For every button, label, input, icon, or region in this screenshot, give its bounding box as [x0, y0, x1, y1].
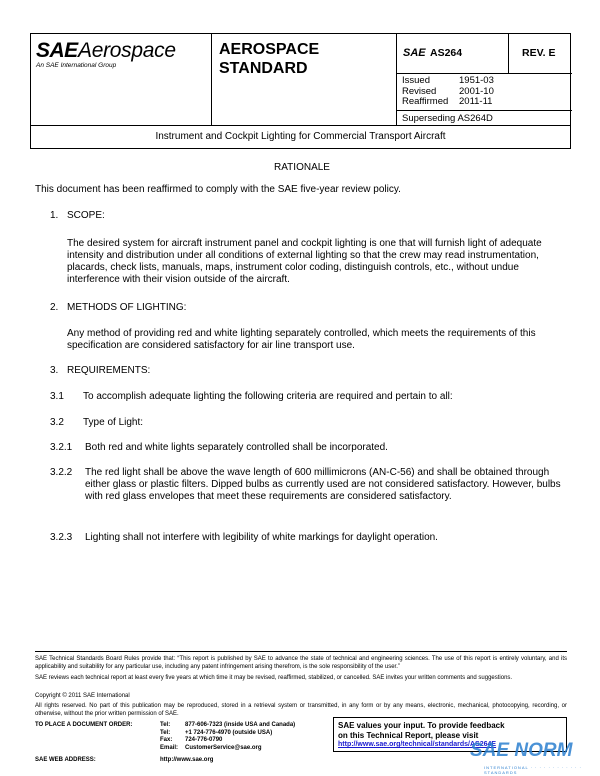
section-number: 3.2.3: [50, 532, 73, 543]
section-paragraph: The desired system for aircraft instrument panel and cockpit lighting is one that will furnish light of adequate intensity and distribution under all conditions of external lighting so that the crew may read instrumentation, placards, check lists, manuals, maps, instrument color coding, distinguish controls, etc., without undue interference with their vision outside of the aircraft.: [67, 238, 542, 285]
contact-value: +1 724-776-4970 (outside USA): [185, 729, 273, 736]
watermark-subtitle: INTERNATIONAL · · · · · · · · · · · · STANDARDS: [484, 765, 582, 775]
revision-label: REV. E: [522, 47, 556, 59]
contact-email[interactable]: CustomerService@sae.org: [185, 744, 262, 751]
feedback-line: on this Technical Report, please visit: [338, 730, 479, 740]
board-rules-text: SAE Technical Standards Board Rules provide that: “This report is published by SAE to advance the state of technical and engineering sciences. The use of this report is entirely voluntary, and its applicability and suitability for any particular use, including any patent infringement arising therefrom, is the sole responsibility of the user.”: [35, 656, 567, 670]
section-number: 3.2.2: [50, 467, 73, 478]
header-divider: [211, 34, 212, 125]
title-line-1: AEROSPACE: [219, 41, 320, 58]
sae-logo-subtitle: An SAE International Group: [36, 62, 117, 69]
review-policy-text: SAE reviews each technical report at least every five years at which time it may be revised, reaffirmed, stabilized, or cancelled. SAE invites your written comments and suggestions.: [35, 675, 513, 681]
copyright-text: Copyright © 2011 SAE International: [35, 693, 130, 699]
standard-title: [219, 40, 319, 78]
document-header: [30, 33, 571, 126]
section-number: 2.: [50, 302, 59, 313]
section-number: 3.1: [50, 391, 64, 402]
superseding-divider: [397, 110, 572, 111]
web-address-label: SAE WEB ADDRESS:: [35, 757, 96, 763]
sae-logo-mark: SAE: [36, 39, 78, 62]
sae-small-logo: SAE: [403, 47, 426, 59]
contact-label: Email:: [160, 744, 179, 751]
rationale-heading: RATIONALE: [274, 162, 330, 173]
rights-text: All rights reserved. No part of this publication may be reproduced, stored in a retrieval system or transmitted, in any form or by any means, electronic, mechanical, photocopying, recording, or otherwise, without the prior written permission of SAE.: [35, 703, 567, 717]
document-subtitle-box: [30, 126, 571, 149]
section-number: 3.2.1: [50, 442, 73, 453]
contact-label: Tel:: [160, 729, 171, 736]
section-paragraph: Type of Light:: [83, 417, 144, 428]
date-row: [402, 97, 494, 108]
contact-row: [160, 722, 295, 730]
section-title: REQUIREMENTS:: [67, 365, 151, 376]
date-row: [402, 76, 494, 87]
section-number: 1.: [50, 210, 59, 221]
document-number-cell: [397, 34, 509, 74]
contact-label: Tel:: [160, 722, 171, 728]
contact-value: 877-606-7323 (inside USA and Canada): [185, 722, 296, 728]
order-label: [35, 722, 132, 730]
document-number: AS264: [430, 47, 463, 59]
document-subtitle: Instrument and Cockpit Lighting for Commercial Transport Aircraft: [155, 131, 446, 142]
feedback-link[interactable]: http://www.sae.org/technical/standards/AS264E: [338, 741, 497, 748]
date-label: Reaffirmed: [402, 96, 449, 107]
rationale-text: This document has been reaffirmed to comply with the SAE five-year review policy.: [35, 184, 401, 195]
contact-block: [160, 722, 295, 752]
date-value: 1951-03: [459, 75, 494, 86]
sae-norm-watermark: SAE NORM: [470, 740, 573, 761]
contact-row: [160, 745, 295, 753]
date-label: Revised: [402, 85, 437, 97]
section-paragraph: To accomplish adequate lighting the following criteria are required and pertain to all:: [83, 391, 453, 402]
order-label-text: TO PLACE A DOCUMENT ORDER:: [35, 722, 133, 728]
contact-value: 724-776-0790: [185, 737, 223, 743]
feedback-line: SAE values your input. To provide feedback: [338, 721, 505, 730]
date-block: [402, 76, 494, 108]
revision-cell: [509, 34, 572, 74]
date-label: Issued: [402, 75, 430, 86]
date-value: 2011-11: [459, 96, 493, 107]
footer-rule: [35, 651, 567, 652]
section-paragraph: Lighting shall not interfere with legibility of white markings for daylight operation.: [85, 532, 438, 543]
section-title: METHODS OF LIGHTING:: [67, 302, 187, 313]
section-paragraph: Any method of providing red and white lighting separately controlled, which meets the requirements of this specification are considered satisfactory for air line transport use.: [67, 328, 536, 351]
contact-row: [160, 737, 295, 745]
section-paragraph: The red light shall be above the wave length of 600 millimicrons (AN-C-56) and shall be obtained through either glass or plastic filters. Dipped bulbs as currently used are not considered satisfactory. However, bulbs with red glass envelopes that meet these requirements are considered satisfactory.: [85, 467, 561, 502]
contact-row: [160, 730, 295, 738]
section-number: 3.: [50, 365, 59, 376]
web-address-link[interactable]: http://www.sae.org: [160, 757, 214, 763]
title-line-2: STANDARD: [219, 60, 308, 77]
date-value: 2001-10: [459, 85, 494, 97]
sae-logo-aerospace: Aerospace: [78, 39, 176, 62]
superseding-note: Superseding AS264D: [402, 113, 493, 124]
section-title: SCOPE:: [67, 210, 105, 221]
section-number: 3.2: [50, 417, 64, 428]
contact-label: Fax:: [160, 737, 173, 743]
section-paragraph: Both red and white lights separately controlled shall be incorporated.: [85, 442, 388, 453]
